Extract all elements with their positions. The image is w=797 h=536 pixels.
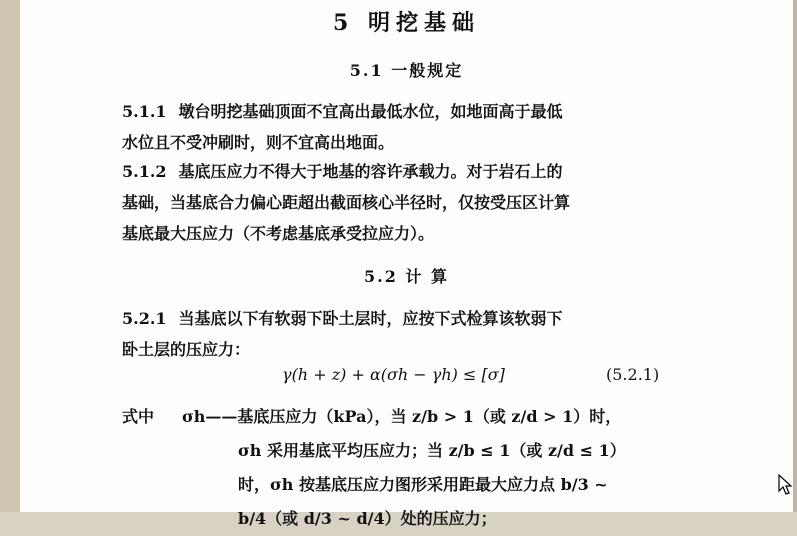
where-line-1: σh——基底压应力（kPa），当 z/b > 1（或 z/d > 1）时， bbox=[182, 407, 622, 426]
clause-5-2-1-number: 5.2.1 bbox=[122, 309, 167, 328]
formula-5-2-1: γ(h + z) + α(σh − γh) ≤ [σ] bbox=[282, 365, 505, 384]
where-lines bbox=[182, 400, 626, 536]
clause-5-1-1 bbox=[122, 96, 682, 158]
page-right-edge bbox=[793, 0, 797, 512]
where-line-4: b/4（或 d/3 ~ d/4）处的压应力； bbox=[238, 509, 497, 528]
clause-5-1-1-line-2: 水位且不受冲刷时，则不宜高出地面。 bbox=[122, 133, 395, 152]
page-left-margin bbox=[0, 0, 20, 512]
clause-5-2-1 bbox=[122, 303, 682, 365]
clause-5-1-2-line-1: 5.1.2 基底压应力不得大于地基的容许承载力。对于岩石上的 bbox=[122, 162, 563, 181]
section-heading-5-1: 5.1 一般规定 bbox=[349, 61, 464, 80]
document-page bbox=[20, 0, 793, 528]
clause-5-1-2-line-2: 基础，当基底合力偏心距超出截面核心半径时，仅按受压区计算 bbox=[122, 193, 571, 212]
clause-5-2-1-line-1: 5.2.1 当基底以下有软弱下卧土层时，应按下式检算该软弱下 bbox=[122, 309, 563, 328]
clause-5-1-1-line-1: 5.1.1 墩台明挖基础顶面不宜高出最低水位，如地面高于最低 bbox=[122, 102, 563, 121]
formula-number: (5.2.1) bbox=[606, 365, 660, 384]
chapter-title: 5 明挖基础 bbox=[333, 10, 480, 36]
section-heading-5-2: 5.2 计 算 bbox=[364, 267, 449, 286]
clause-5-1-2-number: 5.1.2 bbox=[122, 162, 167, 181]
where-line-2: σh 采用基底平均压应力；当 z/b ≤ 1（或 z/d ≤ 1） bbox=[238, 441, 626, 460]
clause-5-2-1-line-2: 卧土层的压应力： bbox=[122, 340, 251, 359]
mouse-pointer-icon bbox=[778, 474, 794, 496]
clause-5-1-2-line-3: 基底最大压应力（不考虑基底承受拉应力）。 bbox=[122, 224, 435, 243]
where-line-3: 时，σh 按基底压应力图形采用距最大应力点 b/3 ~ bbox=[238, 475, 608, 494]
where-label: 式中 bbox=[122, 407, 155, 426]
clause-5-1-2 bbox=[122, 156, 682, 249]
clause-5-1-1-number: 5.1.1 bbox=[122, 102, 167, 121]
